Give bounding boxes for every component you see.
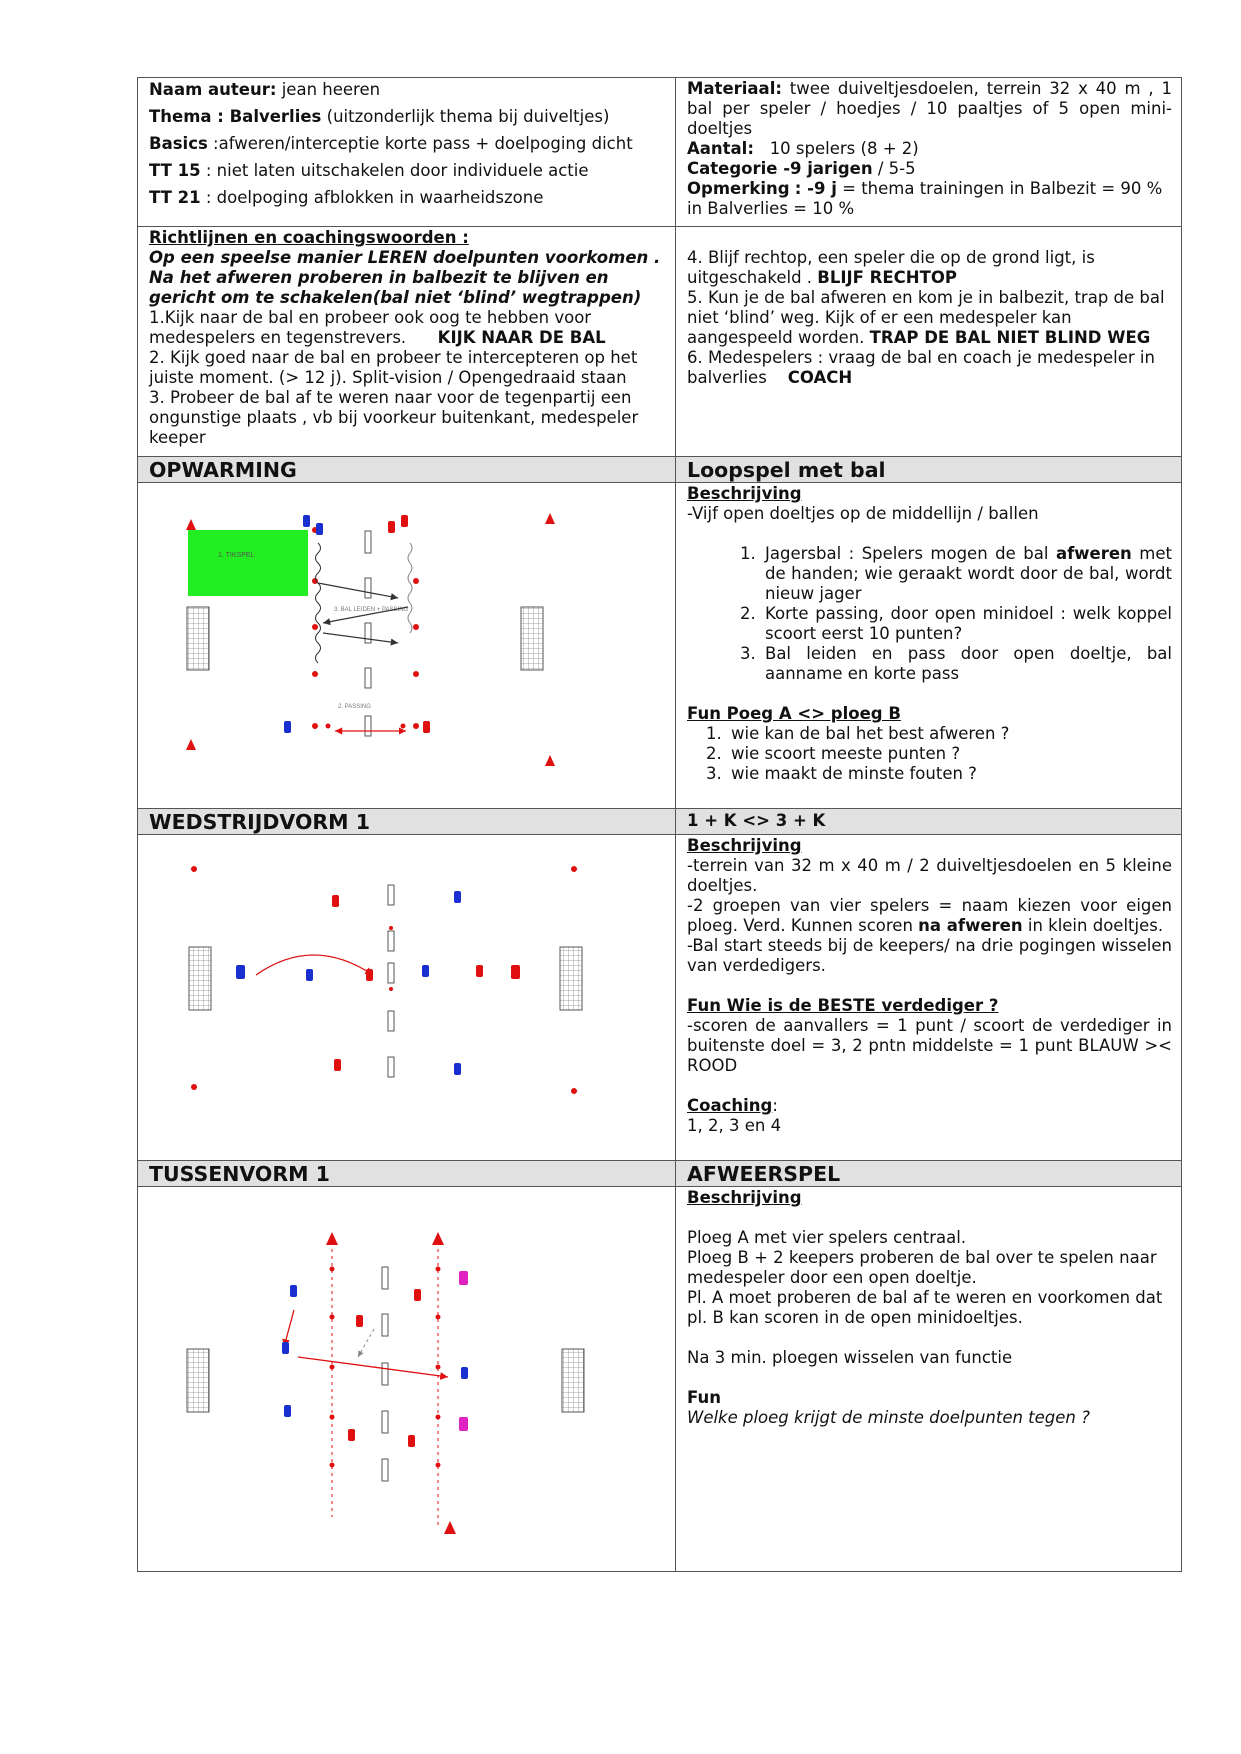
right-goal <box>521 607 543 670</box>
opwarming-diagram <box>138 483 674 808</box>
beschrijving-label: Beschrijving <box>687 484 802 503</box>
list-item: 3. Bal leiden en pass door open doeltje, bal aanname en korte pass <box>761 644 1172 684</box>
left-goal <box>189 947 211 1010</box>
loopspel-cell <box>676 483 1182 809</box>
fun-text: -scoren de aanvallers = 1 punt / scoort de verdediger in buitenste doel = 3, 2 pntn middelste = 1 punt BLAUW >< ROOD <box>687 1016 1172 1075</box>
list-item: 2. Korte passing, door open minidoel : welk koppel scoort eerst 10 punten? <box>761 604 1172 644</box>
opwarming-intro: -Vijf open doeltjes op de middellijn / ballen <box>687 504 1039 523</box>
coaching-intro: Op een speelse manier LEREN doelpunten voorkomen . Na het afweren proberen in balbezit te blijven en gericht om te schakelen(bal niet ‘blind’ wegtrappen) <box>149 248 661 307</box>
author-line: Naam auteur: jean heeren <box>149 80 381 99</box>
fun-label: Fun Wie is de BESTE verdediger ? <box>687 996 999 1015</box>
tussenvorm-diagram-cell <box>138 1187 676 1572</box>
thema-line: Thema : Balverlies (uitzonderlijk thema bij duiveltjes) <box>149 107 610 126</box>
zone1-label: 1. TIKSPEL <box>218 552 255 559</box>
dribble-path <box>316 543 321 663</box>
wedstrijdvorm-text-cell <box>676 835 1182 1161</box>
beschrijving-label: Beschrijving <box>687 836 802 855</box>
mini-goals <box>382 1267 388 1481</box>
coaching-text: 1, 2, 3 en 4 <box>687 1116 782 1135</box>
left-goal <box>187 607 209 670</box>
coaching-point-5: 5. Kun je de bal afweren en kom je in balbezit, trap de bal niet ‘blind’ weg. Kijk of er een medespeler kan aangespeeld worden. TRAP DE BAL NIET BLIND WEG <box>687 288 1165 347</box>
coaching-right-cell <box>676 227 1182 457</box>
list-item: 1. wie kan de bal het best afweren ? <box>727 724 1172 744</box>
pass-arrow <box>256 955 373 975</box>
afweer-line-1: Ploeg A met vier spelers centraal. <box>687 1228 967 1247</box>
coaching-label-line: Coaching: <box>687 1096 778 1115</box>
right-goal <box>562 1349 584 1412</box>
list-item: 3. wie maakt de minste fouten ? <box>727 764 1172 784</box>
tikspel-zone <box>188 530 308 596</box>
pass-arrow-down <box>284 1310 294 1347</box>
tt21-line: TT 21 : doelpoging afblokken in waarheidszone <box>149 188 544 207</box>
coaching-heading: Richtlijnen en coachingswoorden : <box>149 228 469 247</box>
opwarming-title: OPWARMING <box>138 457 676 483</box>
fun-label: Fun <box>687 1388 721 1407</box>
opmerking-line: Opmerking : -9 j = thema trainingen in Balbezit = 90 % in Balverlies = 10 % <box>687 179 1163 218</box>
terrein-line: -terrein van 32 m x 40 m / 2 duiveltjesdoelen en 5 kleine doeltjes. <box>687 856 1172 895</box>
meta-right-cell <box>676 78 1182 227</box>
coaching-point-6: 6. Medespelers : vraag de bal en coach je medespeler in balverlies COACH <box>687 348 1155 387</box>
players-red <box>332 895 520 1071</box>
side-lines <box>332 1249 438 1527</box>
keepers-pink <box>459 1271 468 1431</box>
bal-start-line: -Bal start steeds bij de keepers/ na drie pogingen wisselen van verdedigers. <box>687 936 1172 975</box>
dribble-path-2 <box>408 543 412 633</box>
wedstrijdvorm-diagram-cell <box>138 835 676 1161</box>
opwarming-diagram-cell <box>138 483 676 809</box>
left-goal <box>187 1349 209 1412</box>
afweer-line-3: Pl. A moet proberen de bal af te weren en voorkomen dat pl. B kan scoren in de open minidoeltjes. <box>687 1288 1163 1327</box>
list-item: 2. wie scoort meeste punten ? <box>727 744 1172 764</box>
pass-arrow-grey <box>358 1329 374 1357</box>
aantal-line: Aantal: 10 spelers (8 + 2) <box>687 139 919 158</box>
fun-text: Welke ploeg krijgt de minste doelpunten tegen ? <box>687 1408 1090 1427</box>
zone2-label: 2. PASSING <box>338 704 371 710</box>
beschrijving-label: Beschrijving <box>687 1188 802 1207</box>
coaching-point-1: 1.Kijk naar de bal en probeer ook oog te hebben voor medespelers en tegenstrevers. KIJK NAAR DE BAL <box>149 308 606 347</box>
afweerspel-text-cell <box>676 1187 1182 1572</box>
training-sheet <box>137 77 1182 1572</box>
coaching-left-cell <box>138 227 676 457</box>
players-blue <box>282 1285 468 1417</box>
afweerspel-title: AFWEERSPEL <box>676 1161 1182 1187</box>
fun-label: Fun Poeg A <> ploeg B <box>687 704 901 723</box>
players-blue <box>236 891 461 1075</box>
wedstrijdvorm-title: WEDSTRIJDVORM 1 <box>138 809 676 835</box>
materiaal-line: Materiaal: twee duiveltjesdoelen, terrein 32 x 40 m , 1 bal per speler / hoedjes / 10 paaltjes of 5 open mini-doeltjes <box>687 79 1172 138</box>
right-goal <box>560 947 582 1010</box>
list-item: 1. Jagersbal : Spelers mogen de bal afweren met de handen; wie geraakt wordt door de bal, wordt nieuw jager <box>761 544 1172 604</box>
tussenvorm-title: TUSSENVORM 1 <box>138 1161 676 1187</box>
afweer-line-2: Ploeg B + 2 keepers proberen de bal over te spelen naar medespeler door een open doeltje. <box>687 1248 1157 1287</box>
pass-arrow-3 <box>323 633 398 643</box>
wedstrijdvorm-diagram <box>138 835 674 1160</box>
coaching-point-3: 3. Probeer de bal af te weren naar voor de tegenpartij een ongunstige plaats , vb bij voorkeur buitenkant, medespeler keeper <box>149 388 639 447</box>
loopspel-title: Loopspel met bal <box>676 457 1182 483</box>
pass-arrow-1 <box>318 583 398 598</box>
opwarming-list <box>687 544 1172 684</box>
basics-line: Basics :afweren/interceptie korte pass + doelpoging dicht <box>149 134 633 153</box>
cones <box>326 1232 456 1534</box>
mini-goals <box>388 885 394 1077</box>
wedstrijdvorm-right-title: 1 + K <> 3 + K <box>676 809 1182 835</box>
tussenvorm-diagram <box>138 1187 674 1571</box>
zone3-label: 3. BAL LEIDEN + PASSING <box>334 607 409 613</box>
pass-arrow-long <box>298 1357 448 1377</box>
tt15-line: TT 15 : niet laten uitschakelen door individuele actie <box>149 161 589 180</box>
coaching-point-2: 2. Kijk goed naar de bal en probeer te intercepteren op het juiste moment. (> 12 j). Split-vision / Opengedraaid staan <box>149 348 638 387</box>
meta-left-cell <box>138 78 676 227</box>
players-red <box>388 515 430 733</box>
fun-list <box>687 724 1172 784</box>
corner-dots <box>191 866 577 1094</box>
swap-line: Na 3 min. ploegen wisselen van functie <box>687 1348 1013 1367</box>
groepen-line: -2 groepen van vier spelers = naam kiezen voor eigen ploeg. Verd. Kunnen scoren na afweren in klein doeltjes. <box>687 896 1172 935</box>
coaching-point-4: 4. Blijf rechtop, een speler die op de grond ligt, is uitgeschakeld . BLIJF RECHTOP <box>687 248 1095 287</box>
categorie-line: Categorie -9 jarigen / 5-5 <box>687 159 916 178</box>
